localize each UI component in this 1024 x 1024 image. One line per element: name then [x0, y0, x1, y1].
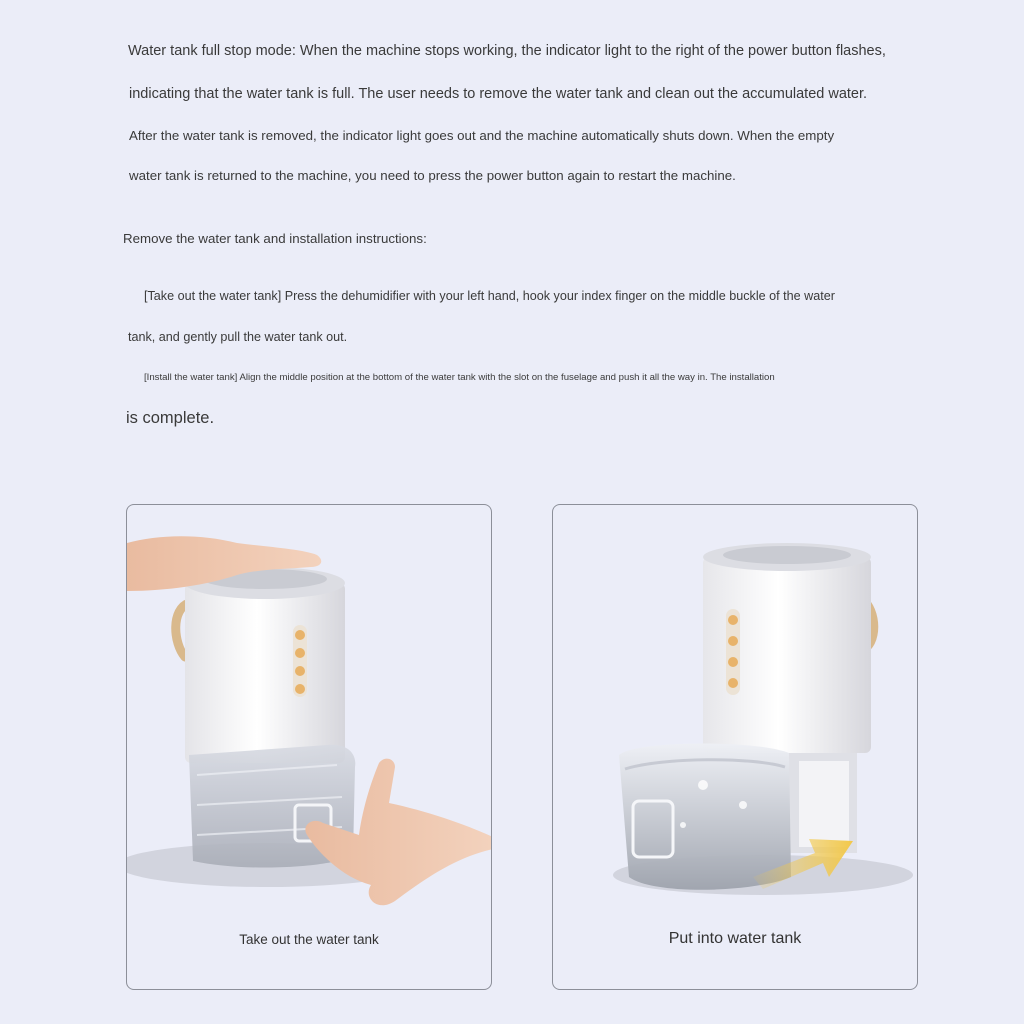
intro-line-2: indicating that the water tank is full. The user needs to remove the water tank and clean out the accumulated water.: [129, 86, 868, 102]
install-instruction-line-2: is complete.: [126, 409, 215, 427]
take-out-tank-illustration: [127, 505, 492, 990]
take-out-instruction-line-2: tank, and gently pull the water tank out.: [128, 330, 348, 344]
indicator-lights-icon: [726, 609, 740, 695]
indicator-lights-icon: [293, 625, 307, 697]
intro-line-4: water tank is returned to the machine, you need to press the power button again to restart the machine.: [129, 168, 736, 183]
dehumidifier-body: [185, 583, 345, 763]
put-into-tank-illustration: [553, 505, 918, 990]
put-into-caption: Put into water tank: [668, 930, 802, 947]
instructions-heading: Remove the water tank and installation instructions:: [123, 231, 427, 246]
put-into-tank-panel: [552, 504, 918, 990]
intro-line-1: Water tank full stop mode: When the machine stops working, the indicator light to the right of the power button flashes,: [128, 43, 886, 59]
take-out-tank-panel: [126, 504, 492, 990]
take-out-caption: Take out the water tank: [239, 932, 379, 947]
take-out-instruction-line-1: [Take out the water tank] Press the dehumidifier with your left hand, hook your index finger on the middle buckle of the water: [144, 289, 835, 303]
install-instruction-line-1: [Install the water tank] Align the middle position at the bottom of the water tank with the slot on the fuselage and push it all the way in. The installation: [144, 372, 775, 383]
intro-line-3: After the water tank is removed, the indicator light goes out and the machine automatically shuts down. When the empty: [129, 128, 835, 143]
